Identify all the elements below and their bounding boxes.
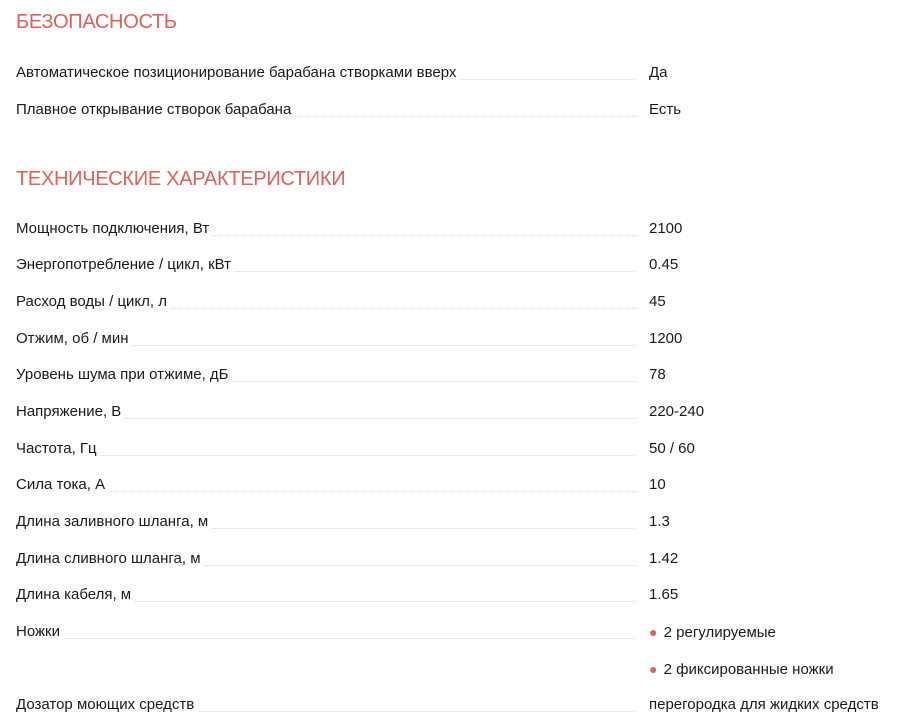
spec-row-water: [16, 291, 909, 313]
spec-label: Плавное открывание створок барабана: [16, 99, 295, 121]
spec-value: 1200: [649, 330, 683, 347]
spec-label: Напряжение, В: [16, 401, 125, 423]
spec-label: Длина кабеля, м: [16, 584, 135, 606]
spec-value-text: 2 фиксированные ножки: [663, 661, 834, 678]
spec-value: Есть: [649, 101, 682, 118]
bullet-icon: ●: [649, 661, 658, 677]
spec-value: 50 / 60: [649, 440, 695, 457]
spec-value: [649, 621, 776, 644]
spec-value: 1.65: [649, 586, 679, 603]
spec-value-text: 2 регулируемые: [663, 624, 776, 641]
spec-label: Уровень шума при отжиме, дБ: [16, 364, 233, 386]
spec-value: 220-240: [649, 403, 705, 420]
spec-label: Ножки: [16, 621, 64, 643]
spec-row-feet-continued: [16, 658, 909, 680]
spec-row-voltage: [16, 401, 909, 423]
spec-row-detergent: [16, 694, 909, 716]
spec-row-soft-opening: [16, 99, 909, 121]
spec-value: 1.42: [649, 550, 679, 567]
spec-row-inlet-hose: [16, 511, 909, 533]
dotted-leader: [16, 638, 636, 639]
spec-row-noise: [16, 364, 909, 386]
spec-row-auto-positioning: [16, 62, 909, 84]
spec-value: 78: [649, 366, 666, 383]
dotted-leader: [16, 455, 636, 456]
spec-row-frequency: [16, 438, 909, 460]
spec-value: [649, 658, 834, 681]
spec-value: 0.45: [649, 256, 679, 273]
spec-label: Автоматическое позиционирование барабана створками вверх: [16, 62, 460, 84]
spec-row-spin: [16, 328, 909, 350]
spec-row-cable: [16, 584, 909, 606]
spec-value: 45: [649, 293, 666, 310]
spec-label: Длина заливного шланга, м: [16, 511, 212, 533]
spec-value: 10: [649, 476, 666, 493]
spec-row-feet: [16, 621, 909, 643]
spec-value: 2100: [649, 220, 683, 237]
spec-value: 1.3: [649, 513, 670, 530]
spec-row-power: [16, 218, 909, 240]
spec-row-energy: [16, 254, 909, 276]
spec-label: Мощность подключения, Вт: [16, 218, 213, 240]
spec-label: Длина сливного шланга, м: [16, 548, 205, 570]
spec-row-current: [16, 474, 909, 496]
spec-label: Сила тока, А: [16, 474, 109, 496]
spec-row-drain-hose: [16, 548, 909, 570]
spec-label: Энергопотребление / цикл, кВт: [16, 254, 235, 276]
section-title-safety: БЕЗОПАСНОСТЬ: [16, 11, 177, 33]
spec-value: Да: [649, 64, 668, 81]
spec-label: Расход воды / цикл, л: [16, 291, 171, 313]
spec-label: Отжим, об / мин: [16, 328, 133, 350]
spec-value: перегородка для жидких средств: [649, 696, 879, 713]
spec-label: Частота, Гц: [16, 438, 101, 460]
spec-label: Дозатор моющих средств: [16, 694, 198, 716]
bullet-icon: ●: [649, 624, 658, 640]
section-title-tech: ТЕХНИЧЕСКИЕ ХАРАКТЕРИСТИКИ: [16, 168, 346, 190]
